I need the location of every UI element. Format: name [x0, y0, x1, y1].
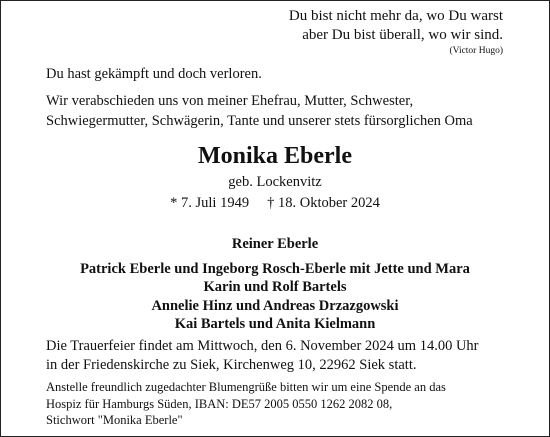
birth-date: * 7. Juli 1949 — [170, 195, 250, 211]
intro-line: Schwiegermutter, Schwägerin, Tante und unserer stets fürsorglichen Oma — [46, 112, 473, 129]
deceased-name: Monika Eberle — [198, 143, 352, 169]
donation-line: Anstelle freundlich zugedachter Blumengrüße bitten wir um eine Spende an das — [46, 380, 446, 394]
donation-line: Stichwort "Monika Eberle" — [46, 413, 183, 427]
mourner: Patrick Eberle und Ingeborg Rosch-Eberle mit Jette und Mara — [80, 260, 470, 277]
mourners-list — [1, 235, 549, 334]
birth-name: geb. Lockenvitz — [228, 174, 322, 190]
quote-line: Du bist nicht mehr da, wo Du warst — [288, 8, 503, 24]
intro-paragraph — [46, 92, 529, 131]
service-info — [46, 337, 529, 375]
intro-line: Wir verabschieden uns von meiner Ehefrau, Mutter, Schwester, — [46, 93, 414, 109]
intro-line: Du hast gekämpft und doch verloren. — [46, 66, 262, 82]
donation-note — [46, 379, 529, 429]
mourner: Kai Bartels und Anita Kielmann — [174, 316, 376, 332]
life-dates — [1, 194, 549, 212]
donation-line: Hospiz für Hamburgs Süden, IBAN: DE57 2005 0550 1262 2082 08, — [46, 396, 393, 411]
quote-author: (Victor Hugo) — [449, 46, 503, 56]
service-line: in der Friedenskirche zu Siek, Kirchenweg 10, 22962 Siek statt. — [46, 357, 417, 373]
quote-line: aber Du bist überall, wo wir sind. — [302, 27, 503, 43]
service-line: Die Trauerfeier findet am Mittwoch, den 6. November 2024 um 14.00 Uhr — [46, 338, 479, 354]
quote-block — [289, 7, 503, 57]
mourner: Annelie Hinz und Andreas Drzazgowski — [151, 297, 399, 314]
death-date: † 18. Oktober 2024 — [267, 195, 380, 211]
mourner: Reiner Eberle — [231, 236, 319, 252]
mourner: Karin und Rolf Bartels — [203, 279, 347, 295]
